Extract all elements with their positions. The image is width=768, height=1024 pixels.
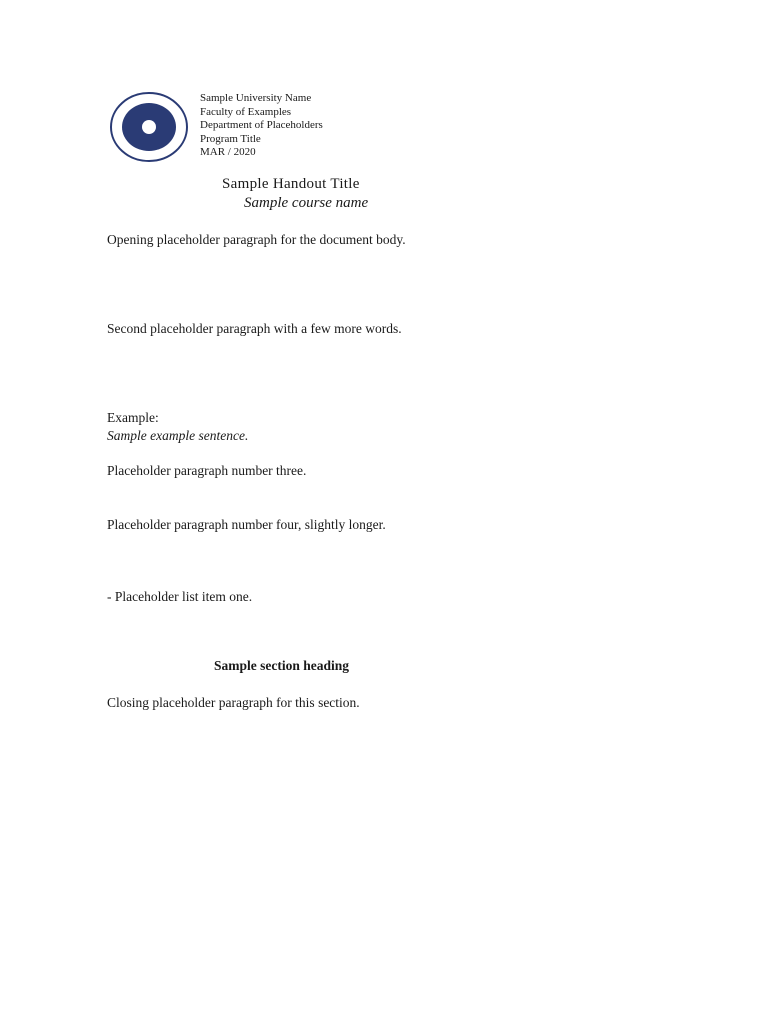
paragraph: Closing placeholder paragraph for this section. [107, 695, 360, 710]
masthead-line: Program Title [200, 132, 261, 145]
example-sentence: Sample example sentence. [107, 428, 249, 443]
example-label: Example: [107, 410, 159, 425]
masthead-line: MAR / 2020 [200, 146, 256, 158]
paragraph: Placeholder paragraph number three. [107, 463, 307, 478]
paragraph: Placeholder paragraph number four, slightly longer. [107, 517, 386, 532]
paragraph: Opening placeholder paragraph for the document body. [107, 232, 406, 247]
masthead-line: Faculty of Examples [200, 105, 292, 118]
masthead-line: Sample University Name [200, 92, 312, 104]
masthead [200, 92, 323, 160]
paragraph: Second placeholder paragraph with a few more words. [107, 321, 402, 336]
document-subtitle: Sample course name [244, 195, 369, 211]
section-heading: Sample section heading [214, 658, 350, 673]
masthead-line: Department of Placeholders [200, 119, 323, 131]
university-seal-icon [108, 90, 190, 164]
list-item: - Placeholder list item one. [107, 589, 253, 604]
document-title: Sample Handout Title [222, 176, 360, 192]
